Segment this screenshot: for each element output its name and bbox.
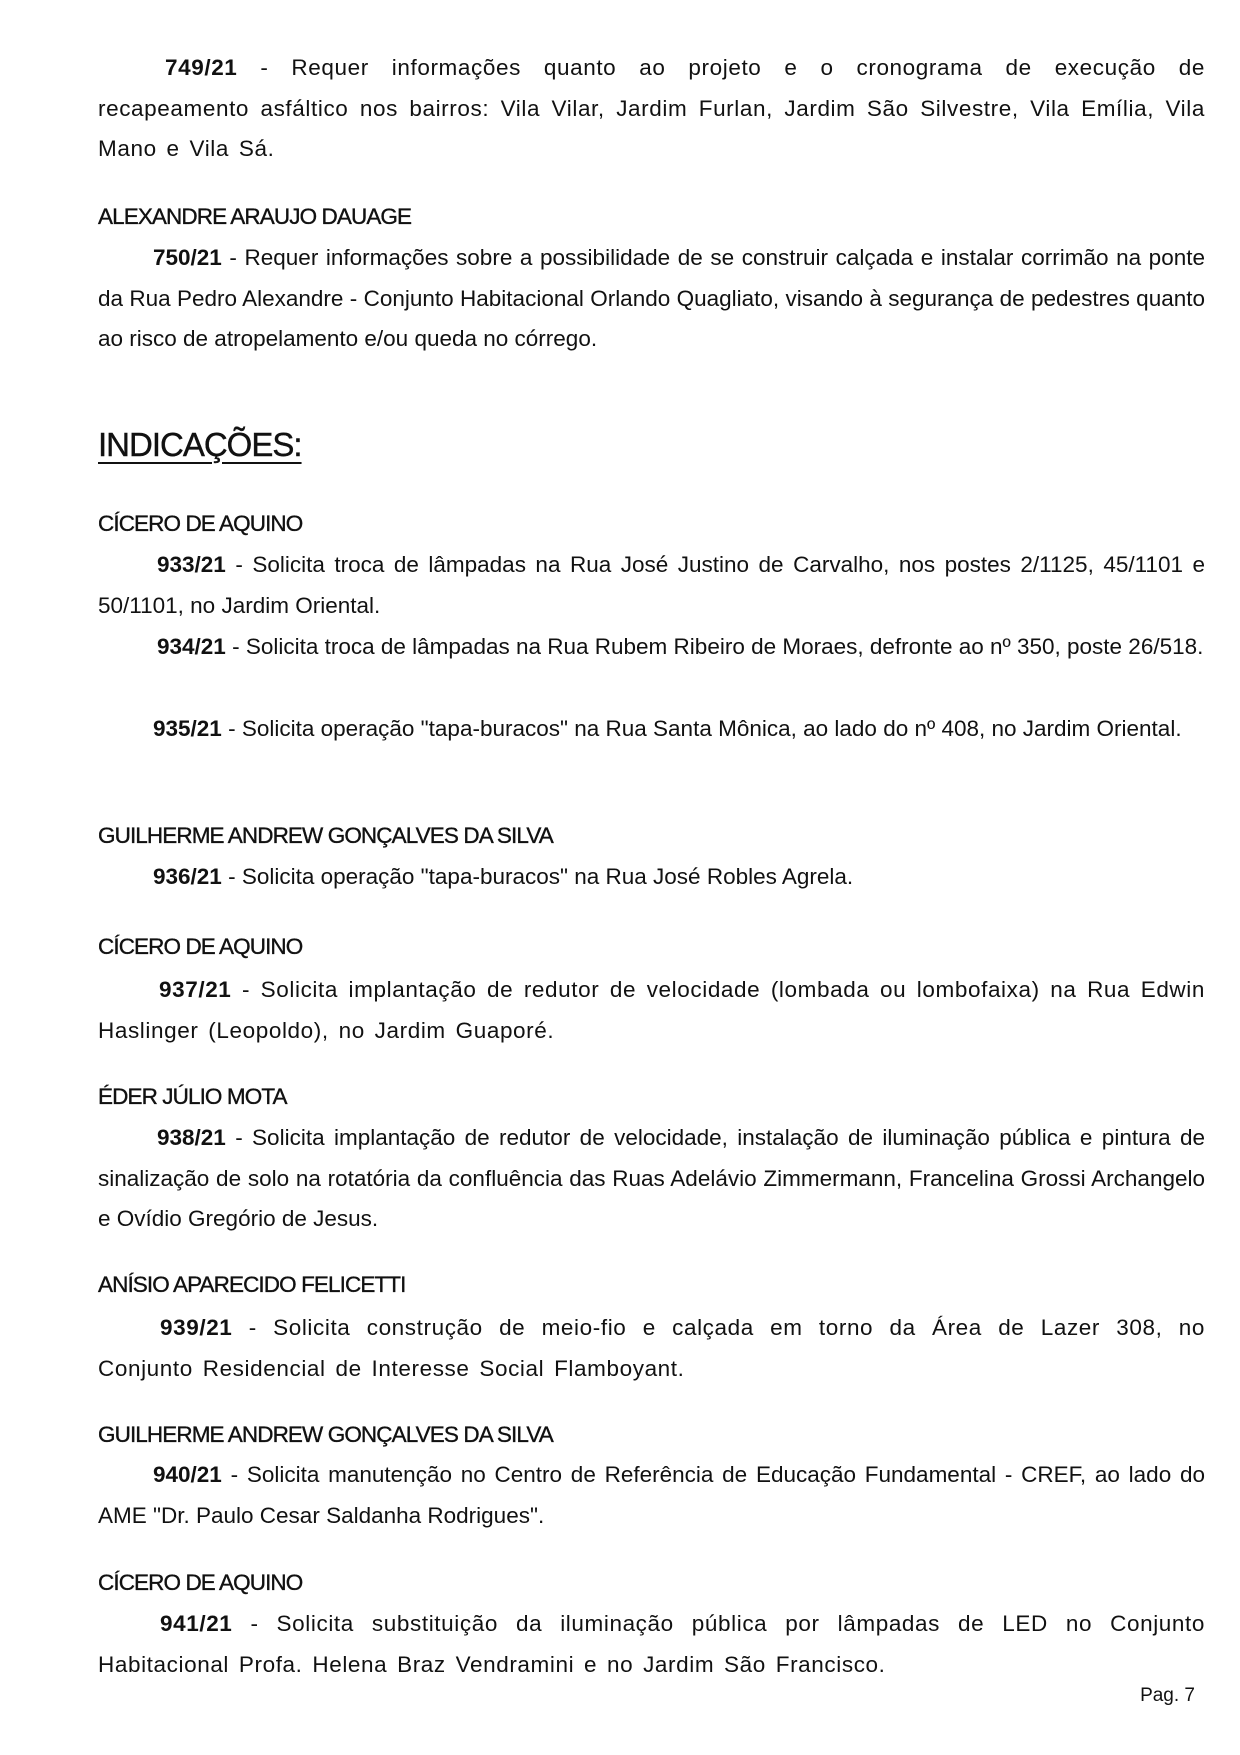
item-number: 940/21 bbox=[153, 1462, 222, 1487]
item-text: - Solicita troca de lâmpadas na Rua José Justino de Carvalho, nos postes 2/1125, 45/1101 e 50/1101, no Jardim Oriental. bbox=[98, 552, 1205, 618]
item-940-21 bbox=[98, 1455, 1205, 1536]
item-933-21 bbox=[98, 545, 1205, 626]
item-749-21 bbox=[98, 48, 1205, 170]
item-paragraph bbox=[98, 545, 1205, 626]
item-939-21 bbox=[98, 1308, 1205, 1389]
item-text: - Solicita operação "tapa-buracos" na Rua José Robles Agrela. bbox=[221, 864, 854, 889]
author-name: GUILHERME ANDREW GONÇALVES DA SILVA bbox=[98, 823, 553, 848]
item-text: - Solicita troca de lâmpadas na Rua Rubem Ribeiro de Moraes, defronte ao nº 350, poste 26/518. bbox=[225, 634, 1204, 659]
item-text: - Solicita manutenção no Centro de Referência de Educação Fundamental - CREF, ao lado do AME "Dr. Paulo Cesar Saldanha Rodrigues". bbox=[98, 1462, 1205, 1528]
item-paragraph bbox=[98, 1455, 1205, 1536]
item-paragraph bbox=[98, 1118, 1205, 1240]
item-paragraph bbox=[98, 627, 1205, 668]
item-number: 938/21 bbox=[157, 1125, 226, 1150]
item-paragraph bbox=[98, 1308, 1205, 1389]
item-paragraph bbox=[98, 1604, 1205, 1685]
item-936-21 bbox=[98, 857, 1205, 898]
item-paragraph bbox=[98, 48, 1205, 170]
author-name: GUILHERME ANDREW GONÇALVES DA SILVA bbox=[98, 1422, 553, 1447]
item-paragraph bbox=[98, 857, 1205, 898]
item-938-21 bbox=[98, 1118, 1205, 1240]
section-heading-indicacoes: INDICAÇÕES: bbox=[98, 426, 302, 463]
item-number: 934/21 bbox=[157, 634, 226, 659]
item-937-21 bbox=[98, 970, 1205, 1051]
item-number: 750/21 bbox=[153, 245, 222, 270]
item-750-21 bbox=[98, 238, 1205, 360]
author-name: CÍCERO DE AQUINO bbox=[98, 1570, 303, 1595]
item-number: 939/21 bbox=[160, 1315, 233, 1340]
item-934-21 bbox=[98, 627, 1205, 668]
author-name: ANÍSIO APARECIDO FELICETTI bbox=[98, 1272, 406, 1297]
item-number: 941/21 bbox=[160, 1611, 233, 1636]
item-935-21 bbox=[98, 709, 1205, 750]
item-number: 936/21 bbox=[153, 864, 222, 889]
item-text: - Solicita implantação de redutor de velocidade, instalação de iluminação pública e pintura de sinalização de solo na rotatória da confluência das Ruas Adelávio Zimmermann, Francelina Grossi Archangelo e Ovídio Gregório de Jesus. bbox=[98, 1125, 1205, 1231]
item-number: 749/21 bbox=[165, 55, 238, 80]
item-paragraph bbox=[98, 709, 1205, 750]
item-text: - Solicita implantação de redutor de velocidade (lombada ou lombofaixa) na Rua Edwin Haslinger (Leopoldo), no Jardim Guaporé. bbox=[98, 977, 1205, 1043]
item-number: 933/21 bbox=[157, 552, 226, 577]
item-text: - Requer informações quanto ao projeto e o cronograma de execução de recapeamento asfáltico nos bairros: Vila Vilar, Jardim Furlan, Jardim São Silvestre, Vila Emília, Vila Mano e Vila Sá. bbox=[98, 55, 1205, 161]
page-number: Pag. 7 bbox=[1140, 1685, 1195, 1706]
item-paragraph bbox=[98, 238, 1205, 360]
author-name: ALEXANDRE ARAUJO DAUAGE bbox=[98, 204, 412, 229]
item-941-21 bbox=[98, 1604, 1205, 1685]
item-number: 937/21 bbox=[159, 977, 232, 1002]
item-paragraph bbox=[98, 970, 1205, 1051]
author-name: ÉDER JÚLIO MOTA bbox=[98, 1084, 287, 1109]
author-name: CÍCERO DE AQUINO bbox=[98, 511, 303, 536]
item-text: - Solicita substituição da iluminação pública por lâmpadas de LED no Conjunto Habitacional Profa. Helena Braz Vendramini e no Jardim São Francisco. bbox=[98, 1611, 1205, 1677]
item-number: 935/21 bbox=[153, 716, 222, 741]
author-name: CÍCERO DE AQUINO bbox=[98, 934, 303, 959]
item-text: - Solicita construção de meio-fio e calçada em torno da Área de Lazer 308, no Conjunto Residencial de Interesse Social Flamboyant. bbox=[98, 1315, 1205, 1381]
item-text: - Solicita operação "tapa-buracos" na Rua Santa Mônica, ao lado do nº 408, no Jardim Oriental. bbox=[221, 716, 1182, 741]
item-text: - Requer informações sobre a possibilidade de se construir calçada e instalar corrimão na ponte da Rua Pedro Alexandre - Conjunto Habitacional Orlando Quagliato, visando à segurança de pedestres quanto ao risco de atropelamento e/ou queda no córrego. bbox=[98, 245, 1205, 351]
